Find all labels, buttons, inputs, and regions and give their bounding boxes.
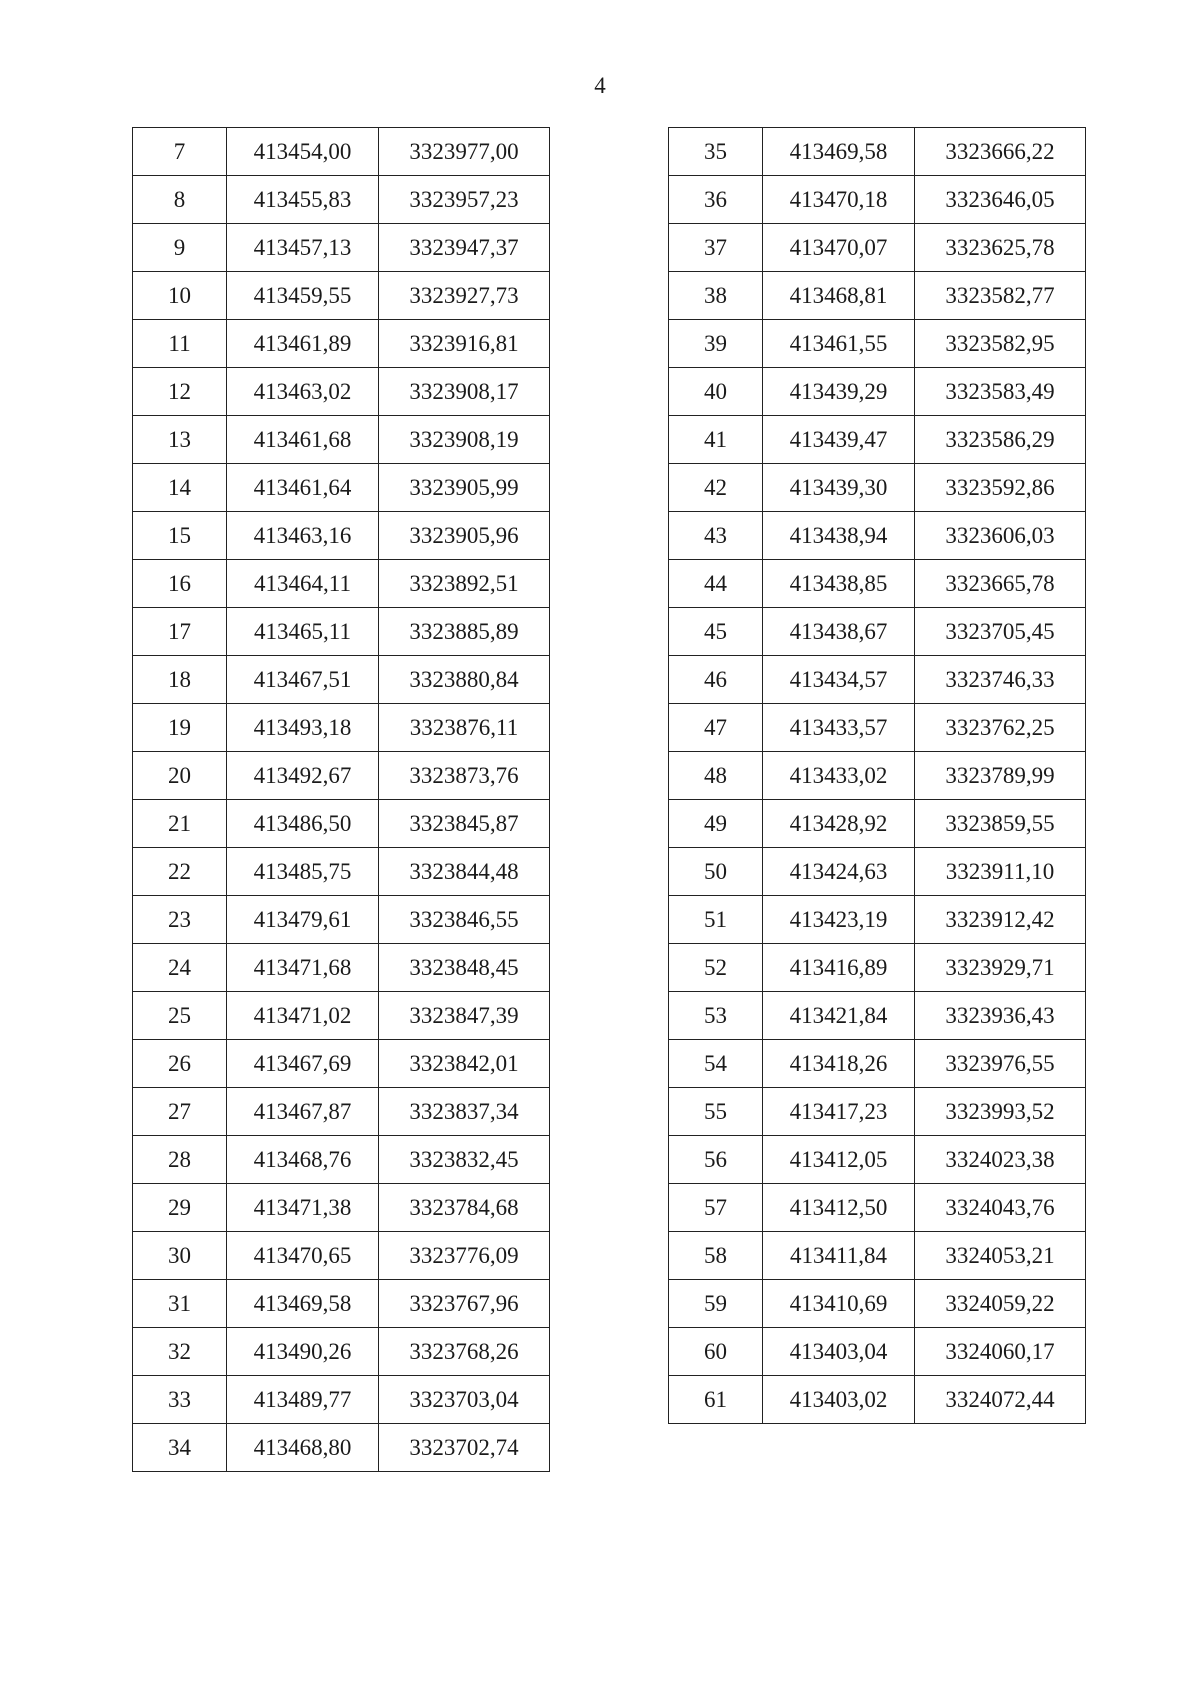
- point-number-cell: 17: [133, 608, 227, 656]
- point-number-cell: 41: [669, 416, 763, 464]
- x-coordinate-cell: 413438,85: [763, 560, 915, 608]
- y-coordinate-cell: 3323976,55: [915, 1040, 1086, 1088]
- x-coordinate-cell: 413438,94: [763, 512, 915, 560]
- y-coordinate-cell: 3323767,96: [379, 1280, 550, 1328]
- x-coordinate-cell: 413467,51: [227, 656, 379, 704]
- y-coordinate-cell: 3323892,51: [379, 560, 550, 608]
- table-row: [133, 1136, 550, 1184]
- point-number-cell: 48: [669, 752, 763, 800]
- point-number-cell: 40: [669, 368, 763, 416]
- table-row: [133, 1088, 550, 1136]
- point-number-cell: 61: [669, 1376, 763, 1424]
- table-row: [669, 1328, 1086, 1376]
- y-coordinate-cell: 3323789,99: [915, 752, 1086, 800]
- x-coordinate-cell: 413434,57: [763, 656, 915, 704]
- point-number-cell: 55: [669, 1088, 763, 1136]
- table-row: [669, 1280, 1086, 1328]
- y-coordinate-cell: 3323625,78: [915, 224, 1086, 272]
- x-coordinate-cell: 413463,16: [227, 512, 379, 560]
- point-number-cell: 43: [669, 512, 763, 560]
- x-coordinate-cell: 413479,61: [227, 896, 379, 944]
- table-row: [133, 992, 550, 1040]
- point-number-cell: 59: [669, 1280, 763, 1328]
- y-coordinate-cell: 3324072,44: [915, 1376, 1086, 1424]
- point-number-cell: 51: [669, 896, 763, 944]
- point-number-cell: 56: [669, 1136, 763, 1184]
- point-number-cell: 53: [669, 992, 763, 1040]
- y-coordinate-cell: 3323916,81: [379, 320, 550, 368]
- y-coordinate-cell: 3324053,21: [915, 1232, 1086, 1280]
- table-row: [133, 1424, 550, 1472]
- y-coordinate-cell: 3323646,05: [915, 176, 1086, 224]
- y-coordinate-cell: 3323582,95: [915, 320, 1086, 368]
- point-number-cell: 10: [133, 272, 227, 320]
- x-coordinate-cell: 413428,92: [763, 800, 915, 848]
- table-row: [669, 752, 1086, 800]
- x-coordinate-cell: 413469,58: [763, 128, 915, 176]
- point-number-cell: 7: [133, 128, 227, 176]
- x-coordinate-cell: 413403,02: [763, 1376, 915, 1424]
- table-row: [669, 1040, 1086, 1088]
- x-coordinate-cell: 413468,81: [763, 272, 915, 320]
- table-row: [669, 128, 1086, 176]
- table-row: [133, 320, 550, 368]
- table-row: [669, 656, 1086, 704]
- point-number-cell: 21: [133, 800, 227, 848]
- x-coordinate-cell: 413433,57: [763, 704, 915, 752]
- x-coordinate-cell: 413490,26: [227, 1328, 379, 1376]
- y-coordinate-cell: 3323905,96: [379, 512, 550, 560]
- point-number-cell: 14: [133, 464, 227, 512]
- point-number-cell: 22: [133, 848, 227, 896]
- point-number-cell: 12: [133, 368, 227, 416]
- x-coordinate-cell: 413411,84: [763, 1232, 915, 1280]
- y-coordinate-cell: 3323702,74: [379, 1424, 550, 1472]
- x-coordinate-cell: 413461,64: [227, 464, 379, 512]
- x-coordinate-cell: 413439,30: [763, 464, 915, 512]
- x-coordinate-cell: 413421,84: [763, 992, 915, 1040]
- point-number-cell: 38: [669, 272, 763, 320]
- table-row: [133, 224, 550, 272]
- point-number-cell: 39: [669, 320, 763, 368]
- point-number-cell: 24: [133, 944, 227, 992]
- point-number-cell: 46: [669, 656, 763, 704]
- table-row: [669, 272, 1086, 320]
- table-row: [133, 464, 550, 512]
- table-row: [669, 560, 1086, 608]
- table-row: [133, 800, 550, 848]
- point-number-cell: 16: [133, 560, 227, 608]
- point-number-cell: 28: [133, 1136, 227, 1184]
- table-row: [133, 1040, 550, 1088]
- x-coordinate-cell: 413471,38: [227, 1184, 379, 1232]
- point-number-cell: 60: [669, 1328, 763, 1376]
- point-number-cell: 18: [133, 656, 227, 704]
- point-number-cell: 33: [133, 1376, 227, 1424]
- point-number-cell: 29: [133, 1184, 227, 1232]
- x-coordinate-cell: 413459,55: [227, 272, 379, 320]
- x-coordinate-cell: 413410,69: [763, 1280, 915, 1328]
- y-coordinate-cell: 3323873,76: [379, 752, 550, 800]
- x-coordinate-cell: 413470,07: [763, 224, 915, 272]
- table-row: [133, 656, 550, 704]
- x-coordinate-cell: 413417,23: [763, 1088, 915, 1136]
- x-coordinate-cell: 413465,11: [227, 608, 379, 656]
- table-row: [669, 224, 1086, 272]
- table-row: [133, 560, 550, 608]
- x-coordinate-cell: 413424,63: [763, 848, 915, 896]
- x-coordinate-cell: 413463,02: [227, 368, 379, 416]
- y-coordinate-cell: 3323837,34: [379, 1088, 550, 1136]
- x-coordinate-cell: 413412,50: [763, 1184, 915, 1232]
- x-coordinate-cell: 413467,69: [227, 1040, 379, 1088]
- point-number-cell: 58: [669, 1232, 763, 1280]
- x-coordinate-cell: 413438,67: [763, 608, 915, 656]
- table-row: [133, 704, 550, 752]
- y-coordinate-cell: 3323908,19: [379, 416, 550, 464]
- y-coordinate-cell: 3323993,52: [915, 1088, 1086, 1136]
- point-number-cell: 36: [669, 176, 763, 224]
- page-number: 4: [594, 73, 606, 98]
- y-coordinate-cell: 3323592,86: [915, 464, 1086, 512]
- table-row: [669, 800, 1086, 848]
- point-number-cell: 11: [133, 320, 227, 368]
- x-coordinate-cell: 413455,83: [227, 176, 379, 224]
- x-coordinate-cell: 413489,77: [227, 1376, 379, 1424]
- table-row: [133, 368, 550, 416]
- table-row: [669, 1088, 1086, 1136]
- y-coordinate-cell: 3323705,45: [915, 608, 1086, 656]
- point-number-cell: 26: [133, 1040, 227, 1088]
- x-coordinate-cell: 413416,89: [763, 944, 915, 992]
- point-number-cell: 23: [133, 896, 227, 944]
- y-coordinate-cell: 3323703,04: [379, 1376, 550, 1424]
- y-coordinate-cell: 3323905,99: [379, 464, 550, 512]
- table-row: [669, 416, 1086, 464]
- point-number-cell: 44: [669, 560, 763, 608]
- table-row: [133, 944, 550, 992]
- table-row: [669, 704, 1086, 752]
- x-coordinate-cell: 413486,50: [227, 800, 379, 848]
- table-row: [669, 1136, 1086, 1184]
- x-coordinate-cell: 413439,29: [763, 368, 915, 416]
- table-row: [669, 1184, 1086, 1232]
- y-coordinate-cell: 3324059,22: [915, 1280, 1086, 1328]
- x-coordinate-cell: 413468,80: [227, 1424, 379, 1472]
- y-coordinate-cell: 3323908,17: [379, 368, 550, 416]
- y-coordinate-cell: 3323846,55: [379, 896, 550, 944]
- point-number-cell: 27: [133, 1088, 227, 1136]
- point-number-cell: 31: [133, 1280, 227, 1328]
- table-row: [669, 944, 1086, 992]
- y-coordinate-cell: 3323848,45: [379, 944, 550, 992]
- x-coordinate-cell: 413492,67: [227, 752, 379, 800]
- point-number-cell: 20: [133, 752, 227, 800]
- table-row: [133, 128, 550, 176]
- y-coordinate-cell: 3323847,39: [379, 992, 550, 1040]
- point-number-cell: 8: [133, 176, 227, 224]
- y-coordinate-cell: 3323957,23: [379, 176, 550, 224]
- table-row: [133, 752, 550, 800]
- point-number-cell: 15: [133, 512, 227, 560]
- y-coordinate-cell: 3323586,29: [915, 416, 1086, 464]
- table-row: [133, 1232, 550, 1280]
- point-number-cell: 34: [133, 1424, 227, 1472]
- table-row: [669, 992, 1086, 1040]
- y-coordinate-cell: 3323912,42: [915, 896, 1086, 944]
- y-coordinate-cell: 3323947,37: [379, 224, 550, 272]
- x-coordinate-cell: 413439,47: [763, 416, 915, 464]
- point-number-cell: 25: [133, 992, 227, 1040]
- table-row: [669, 464, 1086, 512]
- y-coordinate-cell: 3323936,43: [915, 992, 1086, 1040]
- y-coordinate-cell: 3323880,84: [379, 656, 550, 704]
- x-coordinate-cell: 413461,89: [227, 320, 379, 368]
- x-coordinate-cell: 413461,55: [763, 320, 915, 368]
- x-coordinate-cell: 413418,26: [763, 1040, 915, 1088]
- x-coordinate-cell: 413454,00: [227, 128, 379, 176]
- point-number-cell: 35: [669, 128, 763, 176]
- y-coordinate-cell: 3323583,49: [915, 368, 1086, 416]
- x-coordinate-cell: 413468,76: [227, 1136, 379, 1184]
- x-coordinate-cell: 413467,87: [227, 1088, 379, 1136]
- point-number-cell: 42: [669, 464, 763, 512]
- x-coordinate-cell: 413470,65: [227, 1232, 379, 1280]
- x-coordinate-cell: 413464,11: [227, 560, 379, 608]
- y-coordinate-cell: 3323768,26: [379, 1328, 550, 1376]
- x-coordinate-cell: 413493,18: [227, 704, 379, 752]
- y-coordinate-cell: 3324060,17: [915, 1328, 1086, 1376]
- y-coordinate-cell: 3323776,09: [379, 1232, 550, 1280]
- table-row: [669, 320, 1086, 368]
- point-number-cell: 47: [669, 704, 763, 752]
- table-row: [669, 176, 1086, 224]
- table-row: [669, 1376, 1086, 1424]
- point-number-cell: 50: [669, 848, 763, 896]
- coordinates-table-left: [132, 127, 550, 1472]
- y-coordinate-cell: 3324043,76: [915, 1184, 1086, 1232]
- table-row: [133, 1184, 550, 1232]
- point-number-cell: 52: [669, 944, 763, 992]
- y-coordinate-cell: 3323885,89: [379, 608, 550, 656]
- x-coordinate-cell: 413485,75: [227, 848, 379, 896]
- x-coordinate-cell: 413457,13: [227, 224, 379, 272]
- table-row: [669, 1232, 1086, 1280]
- y-coordinate-cell: 3324023,38: [915, 1136, 1086, 1184]
- point-number-cell: 9: [133, 224, 227, 272]
- y-coordinate-cell: 3323929,71: [915, 944, 1086, 992]
- table-row: [133, 416, 550, 464]
- point-number-cell: 37: [669, 224, 763, 272]
- x-coordinate-cell: 413469,58: [227, 1280, 379, 1328]
- y-coordinate-cell: 3323876,11: [379, 704, 550, 752]
- y-coordinate-cell: 3323842,01: [379, 1040, 550, 1088]
- point-number-cell: 45: [669, 608, 763, 656]
- table-row: [669, 848, 1086, 896]
- y-coordinate-cell: 3323845,87: [379, 800, 550, 848]
- table-row: [669, 608, 1086, 656]
- x-coordinate-cell: 413470,18: [763, 176, 915, 224]
- y-coordinate-cell: 3323666,22: [915, 128, 1086, 176]
- y-coordinate-cell: 3323746,33: [915, 656, 1086, 704]
- point-number-cell: 30: [133, 1232, 227, 1280]
- point-number-cell: 13: [133, 416, 227, 464]
- x-coordinate-cell: 413471,68: [227, 944, 379, 992]
- table-row: [133, 1328, 550, 1376]
- table-row: [133, 608, 550, 656]
- table-row: [133, 176, 550, 224]
- table-row: [133, 1280, 550, 1328]
- y-coordinate-cell: 3323859,55: [915, 800, 1086, 848]
- y-coordinate-cell: 3323762,25: [915, 704, 1086, 752]
- point-number-cell: 49: [669, 800, 763, 848]
- y-coordinate-cell: 3323927,73: [379, 272, 550, 320]
- point-number-cell: 57: [669, 1184, 763, 1232]
- x-coordinate-cell: 413423,19: [763, 896, 915, 944]
- y-coordinate-cell: 3323665,78: [915, 560, 1086, 608]
- y-coordinate-cell: 3323911,10: [915, 848, 1086, 896]
- coordinates-table-right: [668, 127, 1086, 1424]
- x-coordinate-cell: 413412,05: [763, 1136, 915, 1184]
- table-row: [133, 896, 550, 944]
- x-coordinate-cell: 413461,68: [227, 416, 379, 464]
- point-number-cell: 32: [133, 1328, 227, 1376]
- y-coordinate-cell: 3323784,68: [379, 1184, 550, 1232]
- table-row: [669, 368, 1086, 416]
- table-row: [133, 512, 550, 560]
- table-row: [133, 1376, 550, 1424]
- y-coordinate-cell: 3323832,45: [379, 1136, 550, 1184]
- point-number-cell: 19: [133, 704, 227, 752]
- table-row: [669, 512, 1086, 560]
- x-coordinate-cell: 413433,02: [763, 752, 915, 800]
- y-coordinate-cell: 3323977,00: [379, 128, 550, 176]
- x-coordinate-cell: 413403,04: [763, 1328, 915, 1376]
- y-coordinate-cell: 3323606,03: [915, 512, 1086, 560]
- table-row: [669, 896, 1086, 944]
- table-row: [133, 272, 550, 320]
- x-coordinate-cell: 413471,02: [227, 992, 379, 1040]
- point-number-cell: 54: [669, 1040, 763, 1088]
- table-row: [133, 848, 550, 896]
- y-coordinate-cell: 3323844,48: [379, 848, 550, 896]
- y-coordinate-cell: 3323582,77: [915, 272, 1086, 320]
